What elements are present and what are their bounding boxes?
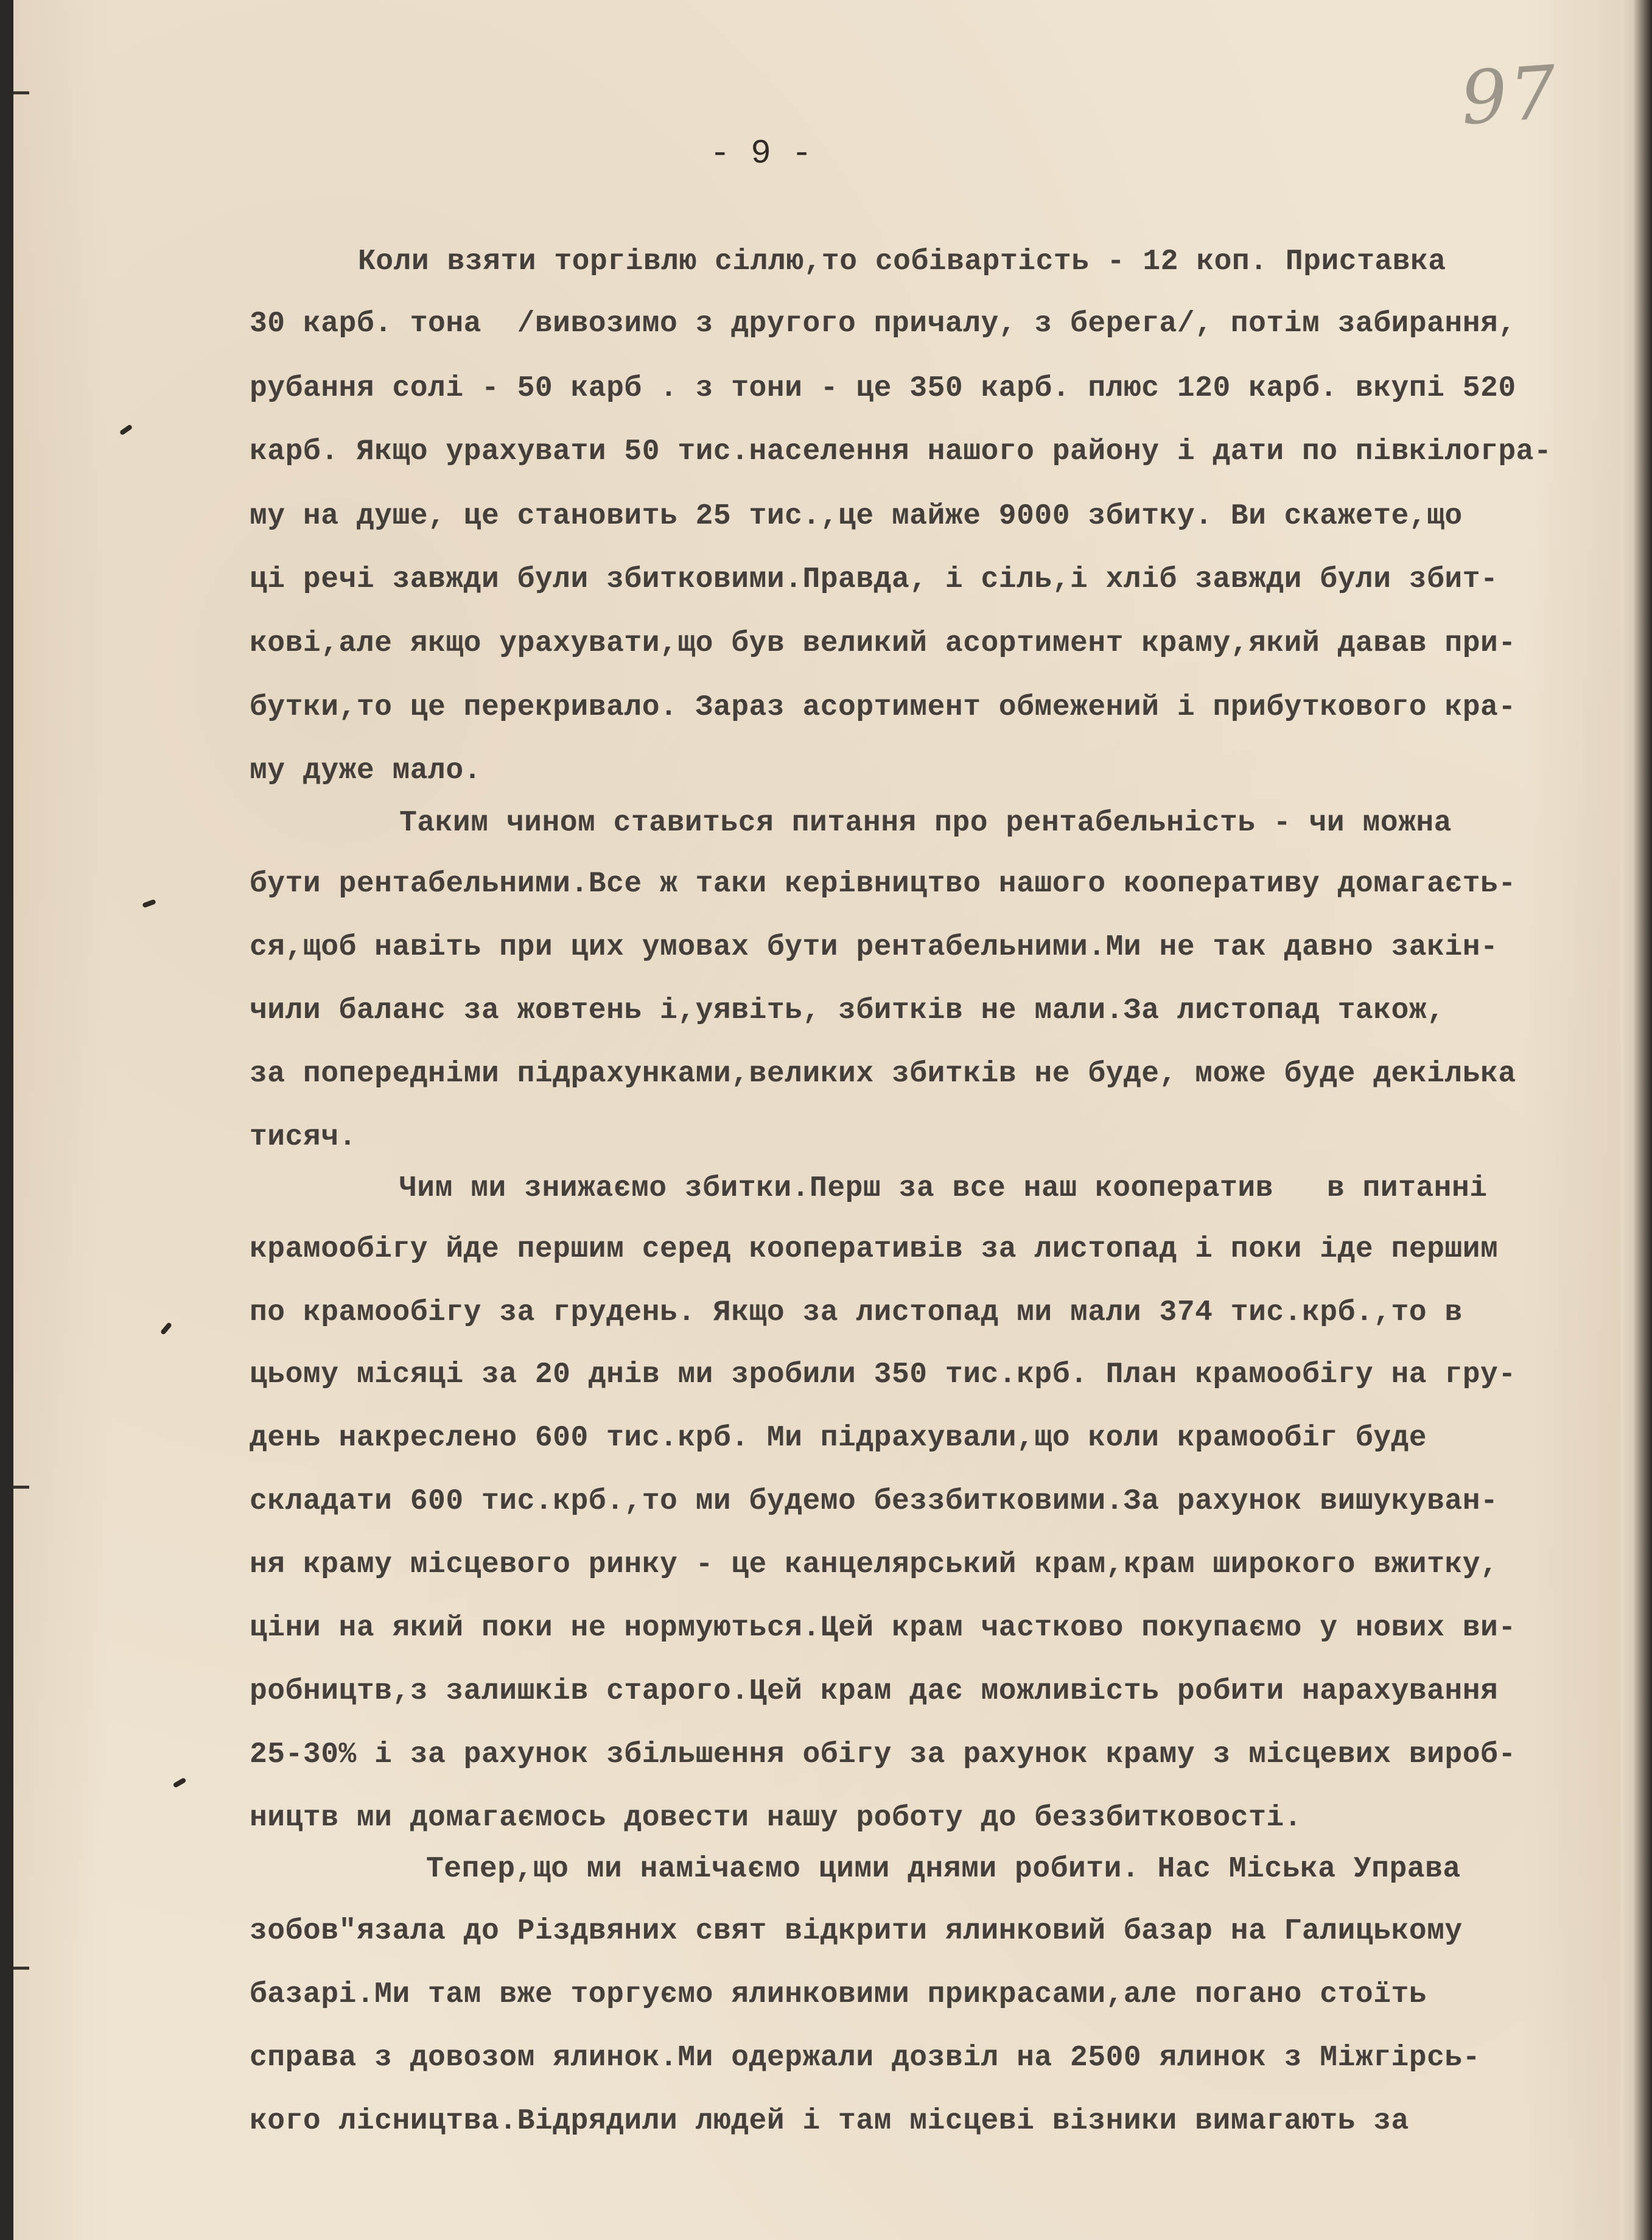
text-line: крамообігу йде першим серед кооперативів за листопад і поки іде першим — [250, 1233, 1499, 1266]
scan-edge-mark — [13, 1486, 29, 1489]
text-line: складати 600 тис.крб.,то ми будемо беззбитковими.За рахунок вишукуван- — [250, 1485, 1499, 1518]
text-line: кові,але якщо урахувати,що був великий асортимент краму,який давав при- — [250, 627, 1516, 660]
text-line: ництв ми домагаємось довести нашу роботу до беззбитковості. — [250, 1802, 1302, 1834]
text-line: 25-30% і за рахунок збільшення обігу за рахунок краму з місцевих вироб- — [250, 1738, 1516, 1771]
scan-edge-mark — [13, 1967, 29, 1970]
text-line: бутки,то це перекривало. Зараз асортимент обмежений і прибуткового кра- — [250, 691, 1516, 724]
text-line: зобов"язала до Різдвяних свят відкрити ялинковий базар на Галицькому — [250, 1915, 1463, 1948]
text-line: бути рентабельними.Все ж таки керівництво нашого кооперативу домагаєть- — [250, 868, 1516, 901]
text-line: тисяч. — [250, 1121, 357, 1154]
text-line: Таким чином ставиться питання про рентабельність - чи можна — [399, 807, 1452, 840]
text-line: ся,щоб навіть при цих умовах бути рентабельними.Ми не так давно закін- — [250, 931, 1499, 964]
text-line: ня краму місцевого ринку - це канцелярський крам,крам широкого вжитку, — [250, 1548, 1499, 1581]
text-line: справа з довозом ялинок.Ми одержали дозвіл на 2500 ялинок з Міжгірсь- — [250, 2042, 1481, 2074]
text-line: ціни на який поки не нормуються.Цей крам частково покупаємо у нових ви- — [250, 1612, 1516, 1645]
scan-edge-mark — [13, 91, 29, 94]
text-line: 30 карб. тона /вивозимо з другого причалу, з берега/, потім забирання, — [250, 307, 1516, 340]
archive-page-number: 97 — [1458, 50, 1562, 142]
text-line: Чим ми знижаємо збитки.Перш за все наш кооператив в питанні — [399, 1172, 1488, 1205]
text-line: рубання солі - 50 карб . з тони - це 350 карб. плюс 120 карб. вкупі 520 — [250, 372, 1534, 405]
page-number: - 9 - — [709, 134, 813, 173]
text-line: му дуже мало. — [250, 754, 481, 787]
text-line: карб. Якщо урахувати 50 тис.населення нашого району і дати по півкілогра- — [250, 435, 1552, 468]
page-edge — [1620, 0, 1652, 2240]
text-line: за попередніми підрахунками,великих збитків не буде, може буде декілька — [250, 1058, 1516, 1090]
text-line: робництв,з залишків старого.Цей крам дає можливість робити нарахування — [250, 1675, 1499, 1708]
text-line: цьому місяці за 20 днів ми зробили 350 тис.крб. План крамообігу на гру- — [250, 1358, 1516, 1391]
text-line: Тепер,що ми намічаємо цими днями робити. Нас Міська Управа — [426, 1853, 1461, 1886]
text-line: Коли взяти торгівлю сіллю,то собівартість - 12 коп. Приставка — [358, 245, 1446, 278]
text-line: ці речі завжди були збитковими.Правда, і сіль,і хліб завжди були збит- — [250, 563, 1499, 596]
text-line: му на душе, це становить 25 тис.,це майже 9000 збитку. Ви скажете,що — [250, 500, 1463, 533]
text-line: базарі.Ми там вже торгуємо ялинковими прикрасами,але погано стоїть — [250, 1978, 1427, 2011]
text-line: чили баланс за жовтень і,уявіть, збитків не мали.За листопад також, — [250, 994, 1445, 1027]
text-line: день накреслено 600 тис.крб. Ми підрахували,що коли крамообіг буде — [250, 1422, 1427, 1455]
text-line: кого лісництва.Відрядили людей і там місцеві візники вимагають за — [250, 2105, 1409, 2138]
text-line: по крамообігу за грудень. Якщо за листопад ми мали 374 тис.крб.,то в — [250, 1296, 1463, 1329]
